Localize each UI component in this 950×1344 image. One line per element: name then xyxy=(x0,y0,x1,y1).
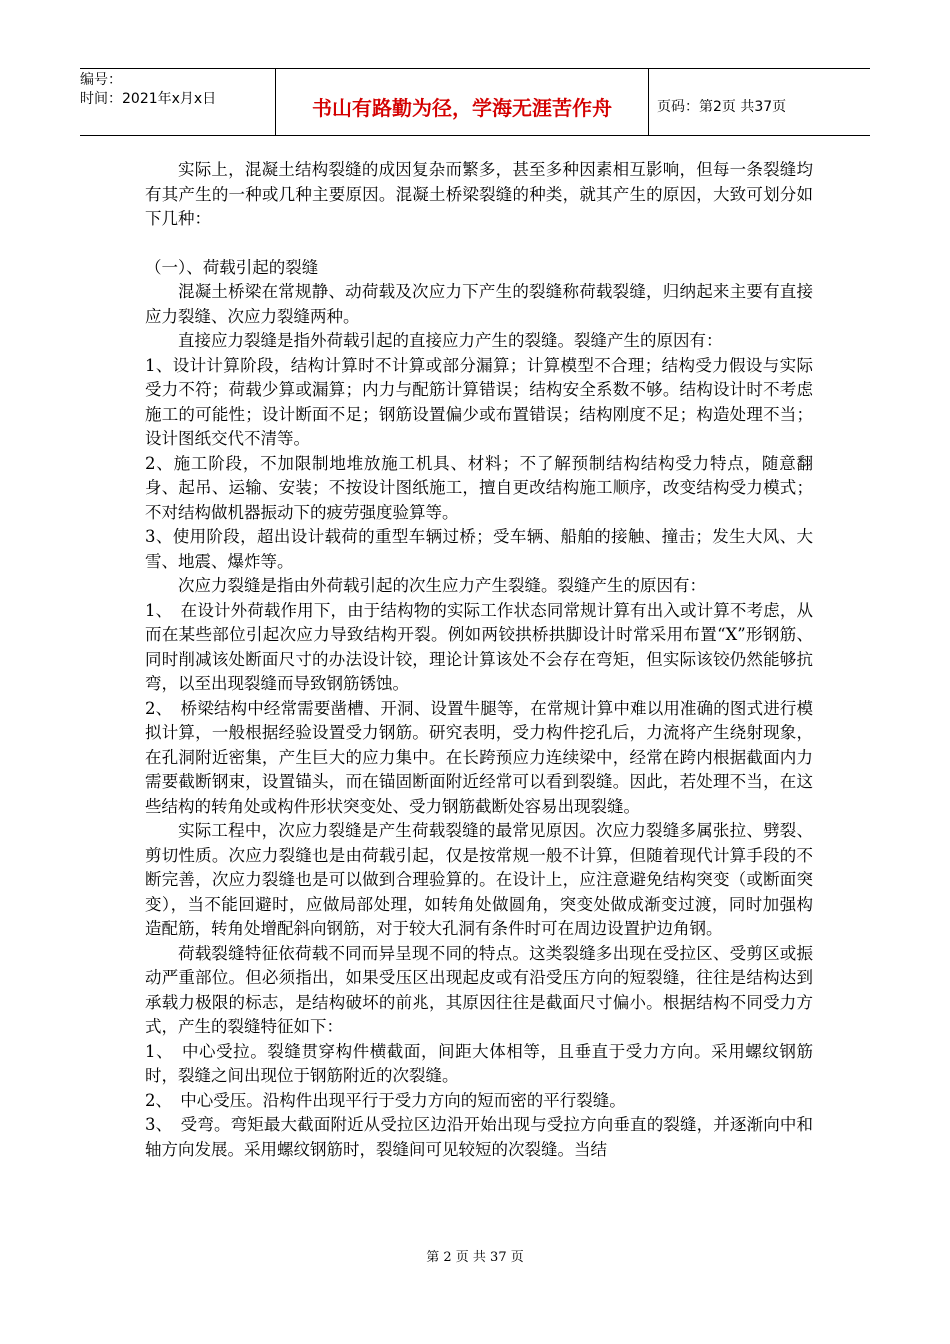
page-footer: 第 2 页 共 37 页 xyxy=(426,1250,524,1265)
list-item: 3、使用阶段，超出设计载荷的重型车辆过桥；受车辆、船舶的接触、撞击；发生大风、大雪、地震、爆炸等。 xyxy=(145,527,813,571)
paragraph: 次应力裂缝是指由外荷载引起的次生应力产生裂缝。裂缝产生的原因有： xyxy=(178,576,706,595)
list-item: 2、 桥梁结构中经常需要凿槽、开洞、设置牛腿等，在常规计算中难以用准确的图式进行模拟计算，一般根据经验设置受力钢筋。研究表明，受力构件挖孔后，力流将产生绕射现象，在孔洞附近密集，产生巨大的应力集中。在长跨预应力连续梁中，经常在跨内根据截面内力需要截断钢束，设置锚头，而在锚固断面附近经常可以看到裂缝。因此，若处理不当，在这些结构的转角处或构件形状突变处、受力钢筋截断处容易出现裂缝。 xyxy=(145,698,813,816)
paragraph: 混凝土桥梁在常规静、动荷载及次应力下产生的裂缝称荷载裂缝，归纳起来主要有直接应力裂缝、次应力裂缝两种。 xyxy=(145,282,813,326)
header-page-info: 页码：第2页 共37页 xyxy=(657,99,787,115)
paragraph: 荷载裂缝特征依荷载不同而异呈现不同的特点。这类裂缝多出现在受拉区、受剪区或振动严重部位。但必须指出，如果受压区出现起皮或有沿受压方向的短裂缝，往往是结构达到承载力极限的标志，是结构破坏的前兆，其原因往往是截面尺寸偏小。根据结构不同受力方式，产生的裂缝特征如下： xyxy=(145,943,813,1036)
list-item: 1、设计计算阶段，结构计算时不计算或部分漏算；计算模型不合理；结构受力假设与实际受力不符；荷载少算或漏算；内力与配筋计算错误；结构安全系数不够。结构设计时不考虑施工的可能性；设计断面不足；钢筋设置偏少或布置错误；结构刚度不足；构造处理不当；设计图纸交代不清等。 xyxy=(145,355,813,448)
list-item: 1、 在设计外荷载作用下，由于结构物的实际工作状态同常规计算有出入或计算不考虑，从而在某些部位引起次应力导致结构开裂。例如两铰拱桥拱脚设计时常采用布置“X”形钢筋、同时削减该处断面尺寸的办法设计铰，理论计算该处不会存在弯矩，但实际该铰仍然能够抗弯，以至出现裂缝而导致钢筋锈蚀。 xyxy=(145,600,813,693)
document-number: 编号： xyxy=(80,72,122,88)
list-item: 3、 受弯。弯矩最大截面附近从受拉区边沿开始出现与受拉方向垂直的裂缝，并逐渐向中和轴方向发展。采用螺纹钢筋时，裂缝间可见较短的次裂缝。当结 xyxy=(145,1115,813,1159)
page-header xyxy=(80,68,870,136)
header-meta xyxy=(80,69,276,135)
paragraph: 直接应力裂缝是指外荷载引起的直接应力产生的裂缝。裂缝产生的原因有： xyxy=(178,331,723,350)
header-motto: 书山有路勤为径，学海无涯苦作舟 xyxy=(276,69,649,135)
paragraph: 实际工程中，次应力裂缝是产生荷载裂缝的最常见原因。次应力裂缝多属张拉、劈裂、剪切性质。次应力裂缝也是由荷载引起，仅是按常规一般不计算，但随着现代计算手段的不断完善，次应力裂缝也是可以做到合理验算的。在设计上，应注意避免结构突变（或断面突变），当不能回避时，应做局部处理，如转角处做圆角，突变处做成渐变过渡，同时加强构造配筋，转角处增配斜向钢筋，对于较大孔洞有条件时可在周边设置护边角钢。 xyxy=(145,821,813,938)
list-item: 2、 中心受压。沿构件出现平行于受力方向的短而密的平行裂缝。 xyxy=(145,1090,626,1110)
paragraph: 实际上，混凝土结构裂缝的成因复杂而繁多，甚至多种因素相互影响，但每一条裂缝均有其产生的一种或几种主要原因。混凝土桥梁裂缝的种类，就其产生的原因，大致可划分如下几种： xyxy=(145,160,813,228)
document-body xyxy=(145,158,813,1162)
section-heading: （一）、荷载引起的裂缝 xyxy=(145,257,319,277)
list-item: 1、 中心受拉。裂缝贯穿构件横截面，间距大体相等，且垂直于受力方向。采用螺纹钢筋时，裂缝之间出现位于钢筋附近的次裂缝。 xyxy=(145,1041,813,1085)
document-date: 时间：2021年x月x日 xyxy=(80,91,217,107)
list-item: 2、施工阶段，不加限制地堆放施工机具、材料；不了解预制结构结构受力特点，随意翻身、起吊、运输、安装；不按设计图纸施工，擅自更改结构施工顺序，改变结构受力模式；不对结构做机器振动下的疲劳强度验算等。 xyxy=(145,453,813,522)
